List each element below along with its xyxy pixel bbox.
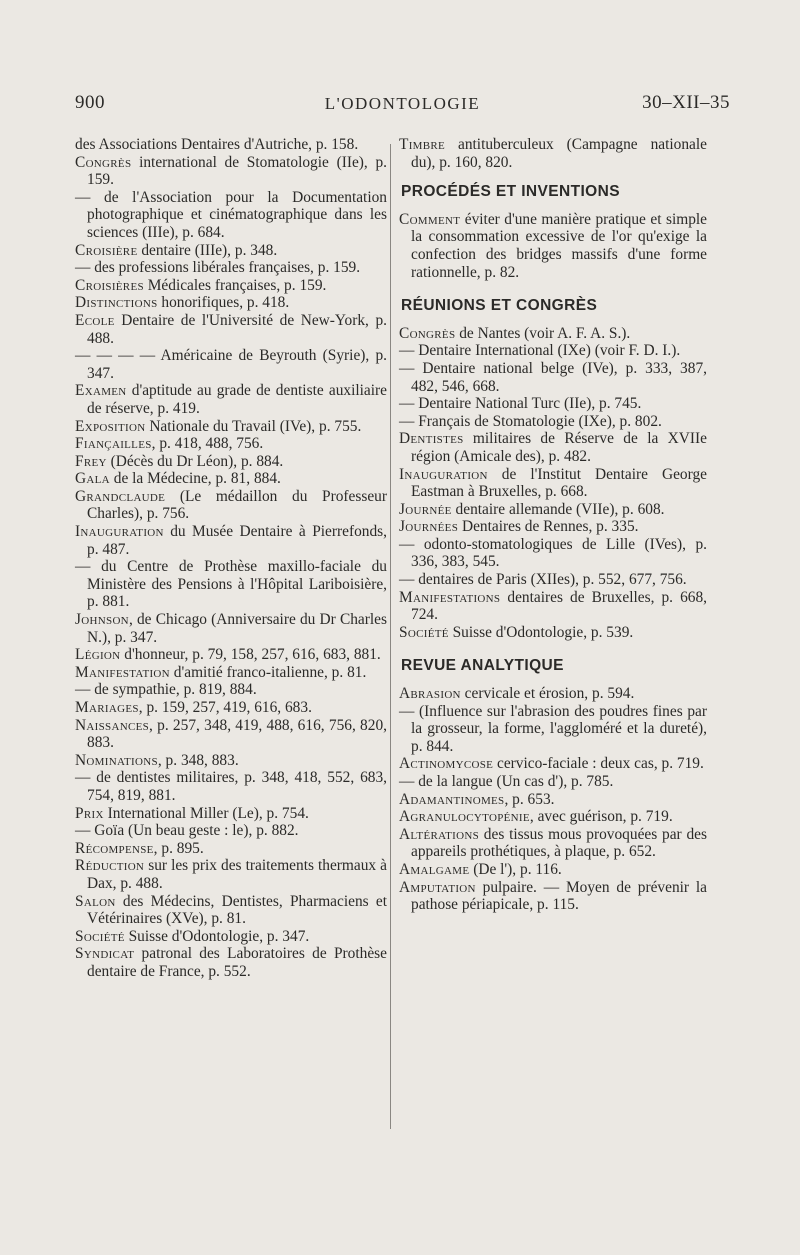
index-entry [75, 418, 387, 436]
index-entry [399, 518, 707, 536]
index-entry [399, 536, 707, 571]
entry-text: cervicale et érosion, p. 594. [460, 685, 635, 703]
entry-text: des Médecins, Dentistes, Pharmaciens et Vétérinaires (XVe), p. 81. [87, 892, 387, 928]
index-entry [75, 136, 387, 154]
issue-date: 30–XII–35 [642, 92, 730, 113]
entry-text: Médicales françaises, p. 159. [143, 276, 327, 294]
entry-text: , p. 159, 257, 419, 616, 683. [138, 699, 312, 716]
entry-text: , p. 418, 488, 756. [151, 435, 264, 453]
index-entry [75, 857, 387, 892]
entry-keyword: Manifestation [75, 663, 170, 681]
index-entry [75, 488, 387, 523]
index-entry [75, 382, 387, 417]
entry-keyword: Timbre [399, 136, 446, 153]
entry-text: de la Médecine, p. 81, 884. [109, 470, 281, 488]
index-entry [75, 453, 387, 471]
entry-keyword: Altérations [399, 825, 480, 843]
entry-keyword: Journées [399, 518, 459, 536]
index-entry [399, 879, 707, 914]
entry-keyword: Agranulocytopénie [399, 808, 530, 826]
entry-keyword: Ecole [75, 311, 115, 329]
entry-text: — du Centre de Prothèse maxillo-faciale du Ministère des Pensions à l'Hôpital Lariboisière, p. 881. [75, 558, 387, 611]
entry-keyword: Croisières [75, 276, 144, 294]
entry-keyword: Salon [75, 892, 116, 910]
index-entry [399, 624, 707, 642]
entry-text: dentaire allemande (VIIe), p. 608. [451, 500, 665, 518]
entry-text: d'honneur, p. 79, 158, 257, 616, 683, 881. [120, 646, 381, 664]
index-entry [399, 808, 707, 826]
index-entry [75, 347, 387, 382]
index-entry [75, 294, 387, 312]
index-entry [399, 211, 707, 281]
index-entry [399, 755, 707, 773]
entry-keyword: Croisière [75, 241, 138, 259]
entry-text: — de l'Association pour la Documentation photographique et cinématographique dans les sciences (IIIe), p. 684. [75, 188, 387, 241]
entry-text: — (Influence sur l'abrasion des poudres fines par la grosseur, la forme, l'aggloméré et la dureté), p. 844. [399, 702, 707, 755]
index-entry [399, 360, 707, 395]
page-number: 900 [75, 92, 105, 113]
index-entry [399, 395, 707, 413]
entry-keyword: Congrès [399, 324, 456, 342]
entry-text: , avec guérison, p. 719. [529, 808, 673, 826]
entry-keyword: Réduction [75, 857, 145, 875]
entry-text: éviter d'une manière pratique et simple la consommation excessive de l'or qu'exige la confection des bridges massifs d'une forme rationnelle, p. 82. [411, 210, 707, 281]
entry-keyword: Congrès [75, 153, 132, 171]
entry-text: — de dentistes militaires, p. 348, 418, 552, 683, 754, 819, 881. [75, 769, 387, 804]
entry-text: patronal des Laboratoires de Prothèse dentaire de France, p. 552. [87, 945, 387, 980]
entry-keyword: Gala [75, 470, 110, 488]
index-entry [75, 523, 387, 558]
entry-text: — Français de Stomatologie (IXe), p. 802. [399, 412, 662, 430]
entry-text: Suisse d'Odontologie, p. 347. [124, 927, 310, 945]
entry-text: — de sympathie, p. 819, 884. [75, 681, 257, 699]
entry-keyword: Exposition [75, 417, 146, 435]
index-entry [75, 699, 387, 717]
entry-text: (Le médaillon du Professeur Charles), p. 756. [87, 487, 387, 523]
index-entry [75, 822, 387, 840]
entry-text: militaires de Réserve de la XVIIe région (Amicale des), p. 482. [411, 430, 707, 465]
entry-text: — de la langue (Un cas d'), p. 785. [399, 773, 614, 790]
index-entry [399, 430, 707, 465]
entry-text: honorifiques, p. 418. [157, 294, 290, 312]
entry-text: — odonto-stomatologiques de Lille (IVes), p. 336, 383, 545. [399, 535, 707, 571]
entry-text: — Dentaire national belge (IVe), p. 333, 387, 482, 546, 668. [399, 359, 707, 395]
entry-keyword: Récompense [75, 839, 154, 857]
entry-text: — Goïa (Un beau geste : le), p. 882. [75, 822, 299, 840]
index-entry [75, 312, 387, 347]
entry-keyword: Syndicat [75, 945, 135, 963]
index-entry [75, 277, 387, 295]
entry-keyword: Amputation [399, 878, 476, 896]
index-entry [75, 664, 387, 682]
index-entry [399, 342, 707, 360]
index-entry [399, 466, 707, 501]
entry-keyword: Examen [75, 382, 127, 400]
left-column [75, 136, 387, 981]
entry-text: , de Chicago (Anniversaire du Dr Charles N.), p. 347. [87, 611, 387, 646]
entry-text: des tissus mous provoquées par des appareils prothétiques, à plaque, p. 652. [411, 825, 707, 861]
entry-keyword: Frey [75, 452, 107, 470]
index-entry [75, 928, 387, 946]
entry-text: sur les prix des traitements thermaux à Dax, p. 488. [87, 857, 387, 892]
index-entry [75, 470, 387, 488]
entry-keyword: Journée [399, 500, 452, 518]
entry-text: international de Stomatologie (IIe), p. 159. [87, 153, 387, 189]
section-heading: RÉUNIONS ET CONGRÈS [401, 297, 598, 315]
entry-keyword: Société [75, 927, 125, 945]
index-entry [75, 769, 387, 804]
index-entry [75, 189, 387, 242]
entry-text: , p. 653. [504, 790, 555, 808]
entry-text: Dentaire de l'Université de New-York, p. 488. [87, 311, 387, 347]
entry-text: — — — — Américaine de Beyrouth (Syrie), p. 347. [75, 347, 387, 382]
index-entry [399, 571, 707, 589]
index-entry [399, 501, 707, 519]
index-entry [75, 945, 387, 980]
entry-keyword: Adamantinomes [399, 790, 505, 808]
entry-text: d'amitié franco-italienne, p. 81. [169, 663, 367, 681]
index-entry [75, 242, 387, 260]
index-entry [399, 773, 707, 791]
entry-text: — Dentaire International (IXe) (voir F. D. I.). [399, 342, 681, 360]
entry-text: Suisse d'Odontologie, p. 539. [448, 623, 634, 641]
entry-keyword: Distinctions [75, 294, 158, 312]
entry-keyword: Amalgame [399, 860, 470, 878]
index-entry [75, 717, 387, 752]
entry-text: dentaire (IIIe), p. 348. [137, 241, 278, 259]
index-entry [75, 646, 387, 664]
entry-text: de Nantes (voir A. F. A. S.). [455, 324, 631, 342]
entry-text: du Musée Dentaire à Pierrefonds, p. 487. [87, 523, 387, 558]
index-entry [75, 805, 387, 823]
entry-keyword: Fiançailles [75, 435, 152, 453]
entry-text: des Associations Dentaires d'Autriche, p. 158. [75, 136, 359, 153]
entry-text: cervico-faciale : deux cas, p. 719. [493, 755, 704, 773]
section-heading: PROCÉDÉS ET INVENTIONS [401, 183, 620, 201]
index-entry [75, 259, 387, 277]
index-entry [399, 685, 707, 703]
entry-keyword: Nominations [75, 751, 158, 769]
entry-text: Dentaires de Rennes, p. 335. [458, 518, 639, 536]
column-divider [390, 144, 391, 1129]
index-entry [399, 325, 707, 343]
index-entry [75, 154, 387, 189]
index-entry [75, 681, 387, 699]
index-entry [399, 861, 707, 879]
index-entry [75, 611, 387, 646]
entry-text: de l'Institut Dentaire George Eastman à Bruxelles, p. 668. [411, 465, 707, 501]
entry-keyword: Naissances [75, 716, 150, 734]
entry-keyword: Grandclaude [75, 487, 166, 505]
entry-keyword: Abrasion [399, 685, 461, 703]
entry-text: , p. 348, 883. [157, 751, 239, 769]
entry-keyword: Prix [75, 804, 104, 822]
entry-keyword: Dentistes [399, 430, 464, 448]
entry-text: — des professions libérales françaises, p. 159. [75, 259, 361, 277]
index-entry [399, 826, 707, 861]
entry-text: pulpaire. — Moyen de prévenir la pathose périapicale, p. 115. [411, 878, 707, 914]
entry-text: Nationale du Travail (IVe), p. 755. [145, 417, 362, 435]
running-header [75, 92, 730, 122]
entry-text: International Miller (Le), p. 754. [103, 804, 309, 822]
index-entry [75, 435, 387, 453]
index-entry [75, 752, 387, 770]
entry-text: (De l'), p. 116. [469, 860, 562, 878]
entry-text: d'aptitude au grade de dentiste auxiliaire de réserve, p. 419. [87, 382, 387, 417]
entry-keyword: Légion [75, 646, 121, 664]
entry-text: — dentaires de Paris (XIIes), p. 552, 677, 756. [399, 571, 687, 589]
entry-keyword: Johnson [75, 611, 129, 629]
index-entry [75, 840, 387, 858]
entry-text: (Décès du Dr Léon), p. 884. [106, 452, 284, 470]
entry-text: , p. 257, 348, 419, 488, 616, 756, 820, 883. [87, 716, 387, 752]
entry-keyword: Inauguration [75, 523, 164, 541]
entry-keyword: Société [399, 623, 449, 641]
index-entry [399, 703, 707, 756]
right-column [399, 136, 707, 914]
entry-keyword: Comment [399, 210, 461, 228]
entry-text: antituberculeux (Campagne nationale du), p. 160, 820. [411, 136, 707, 171]
entry-keyword: Inauguration [399, 465, 488, 483]
entry-keyword: Actinomycose [399, 755, 494, 773]
entry-text: dentaires de Bruxelles, p. 668, 724. [411, 588, 707, 624]
index-entry [399, 791, 707, 809]
entry-keyword: Manifestations [399, 588, 501, 606]
index-entry [399, 136, 707, 171]
entry-keyword: Mariages [75, 699, 139, 716]
journal-title: L'ODONTOLOGIE [324, 94, 481, 113]
index-entry [399, 589, 707, 624]
index-entry [75, 893, 387, 928]
index-entry [75, 558, 387, 611]
section-heading: REVUE ANALYTIQUE [401, 657, 564, 675]
entry-text: — Dentaire National Turc (IIe), p. 745. [399, 395, 642, 413]
index-entry [399, 413, 707, 431]
entry-text: , p. 895. [153, 839, 204, 857]
